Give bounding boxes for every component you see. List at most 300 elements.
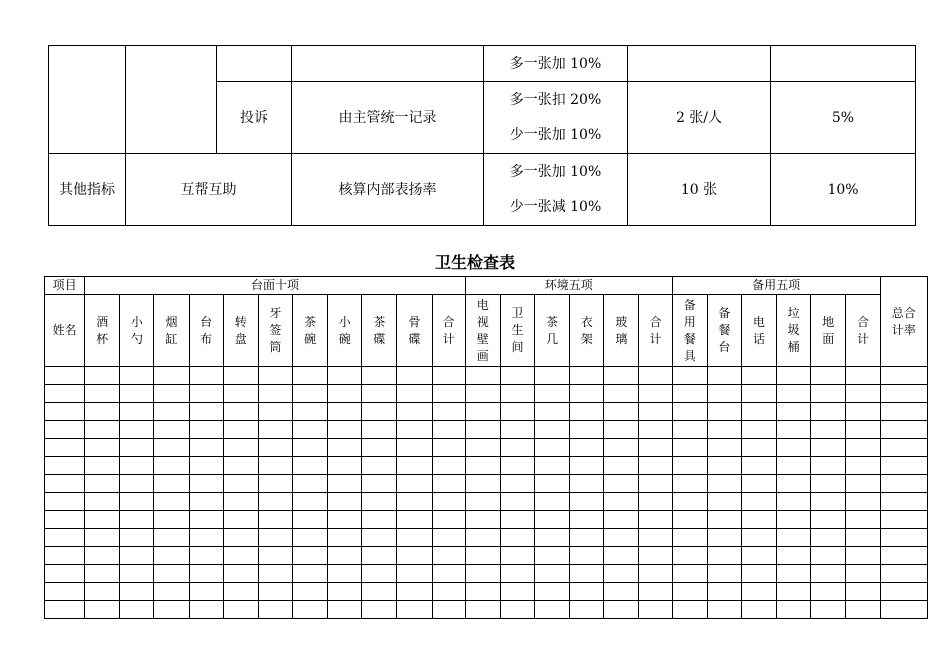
empty-cell	[126, 46, 217, 154]
empty-cell	[500, 547, 534, 565]
empty-cell	[707, 403, 741, 421]
empty-cell	[154, 475, 189, 493]
empty-cell	[85, 475, 120, 493]
empty-cell	[777, 601, 811, 619]
empty-cell	[604, 493, 639, 511]
empty-cell	[397, 547, 432, 565]
table-row	[45, 583, 928, 601]
empty-cell	[328, 511, 362, 529]
empty-cell	[120, 421, 154, 439]
empty-cell	[465, 367, 500, 385]
target-cell: 10 张	[628, 154, 771, 226]
empty-cell	[777, 493, 811, 511]
empty-cell	[500, 511, 534, 529]
empty-cell	[45, 601, 85, 619]
total-rate-label: 总合计率	[891, 305, 916, 337]
empty-cell	[535, 583, 570, 601]
empty-cell	[846, 583, 880, 601]
empty-cell	[880, 547, 927, 565]
empty-cell	[189, 439, 223, 457]
empty-cell	[846, 601, 880, 619]
empty-cell	[604, 547, 639, 565]
empty-cell	[604, 475, 639, 493]
empty-cell	[672, 511, 707, 529]
empty-cell	[741, 511, 776, 529]
empty-cell	[846, 565, 880, 583]
column-header	[397, 295, 432, 367]
empty-cell	[570, 583, 604, 601]
empty-cell	[465, 547, 500, 565]
empty-cell	[570, 565, 604, 583]
empty-cell	[293, 421, 328, 439]
empty-cell	[292, 46, 484, 82]
empty-cell	[880, 403, 927, 421]
empty-cell	[328, 493, 362, 511]
empty-cell	[154, 601, 189, 619]
empty-cell	[880, 565, 927, 583]
column-header	[189, 295, 223, 367]
empty-cell	[570, 475, 604, 493]
empty-cell	[500, 565, 534, 583]
empty-cell	[293, 601, 328, 619]
procedure-cell: 由主管统一记录	[292, 82, 484, 154]
empty-cell	[293, 403, 328, 421]
empty-cell	[397, 457, 432, 475]
empty-cell	[85, 511, 120, 529]
empty-cell	[362, 457, 397, 475]
empty-cell	[777, 457, 811, 475]
empty-cell	[293, 583, 328, 601]
empty-cell	[432, 439, 465, 457]
empty-cell	[639, 601, 672, 619]
empty-cell	[811, 529, 846, 547]
empty-cell	[880, 475, 927, 493]
empty-cell	[570, 529, 604, 547]
empty-cell	[811, 547, 846, 565]
empty-cell	[85, 529, 120, 547]
empty-cell	[154, 421, 189, 439]
empty-cell	[707, 421, 741, 439]
empty-cell	[672, 475, 707, 493]
target-cell: 2 张/人	[628, 82, 771, 154]
column-header	[223, 295, 258, 367]
empty-cell	[45, 493, 85, 511]
column-header-label: 台布	[200, 314, 213, 346]
empty-cell	[258, 493, 292, 511]
empty-cell	[500, 583, 534, 601]
empty-cell	[397, 439, 432, 457]
empty-cell	[639, 439, 672, 457]
table-row	[45, 511, 928, 529]
empty-cell	[672, 457, 707, 475]
empty-cell	[85, 493, 120, 511]
group-header: 台面十项	[85, 277, 466, 295]
column-header	[154, 295, 189, 367]
empty-cell	[639, 385, 672, 403]
empty-cell	[223, 547, 258, 565]
empty-cell	[500, 385, 534, 403]
empty-cell	[120, 583, 154, 601]
empty-cell	[432, 547, 465, 565]
empty-cell	[362, 493, 397, 511]
empty-cell	[293, 493, 328, 511]
empty-cell	[535, 367, 570, 385]
empty-cell	[639, 511, 672, 529]
empty-cell	[570, 511, 604, 529]
empty-cell	[535, 601, 570, 619]
empty-cell	[189, 583, 223, 601]
empty-cell	[777, 367, 811, 385]
column-header-label: 转盘	[234, 314, 247, 346]
column-header	[500, 295, 534, 367]
empty-cell	[293, 547, 328, 565]
empty-cell	[223, 475, 258, 493]
empty-cell	[362, 529, 397, 547]
empty-cell	[397, 601, 432, 619]
empty-cell	[223, 439, 258, 457]
empty-cell	[500, 475, 534, 493]
page-title: 卫生检查表	[434, 253, 515, 272]
empty-cell	[707, 385, 741, 403]
empty-cell	[293, 439, 328, 457]
empty-cell	[328, 385, 362, 403]
empty-cell	[154, 403, 189, 421]
empty-cell	[535, 511, 570, 529]
empty-cell	[432, 475, 465, 493]
column-header	[741, 295, 776, 367]
table-row	[45, 457, 928, 475]
empty-cell	[741, 601, 776, 619]
empty-cell	[189, 367, 223, 385]
empty-cell	[362, 475, 397, 493]
empty-cell	[465, 529, 500, 547]
empty-cell	[465, 583, 500, 601]
empty-cell	[604, 367, 639, 385]
empty-cell	[154, 583, 189, 601]
item-cell: 互帮互助	[126, 154, 292, 226]
empty-cell	[604, 439, 639, 457]
empty-cell	[672, 385, 707, 403]
column-header	[846, 295, 880, 367]
empty-cell	[535, 529, 570, 547]
empty-cell	[85, 565, 120, 583]
empty-cell	[535, 385, 570, 403]
column-header	[639, 295, 672, 367]
empty-cell	[120, 439, 154, 457]
empty-cell	[154, 511, 189, 529]
empty-cell	[707, 439, 741, 457]
empty-cell	[328, 583, 362, 601]
empty-cell	[672, 367, 707, 385]
empty-cell	[707, 529, 741, 547]
empty-cell	[672, 547, 707, 565]
empty-cell	[258, 547, 292, 565]
empty-cell	[397, 511, 432, 529]
empty-cell	[85, 583, 120, 601]
empty-cell	[846, 457, 880, 475]
column-header-label: 合计	[442, 314, 455, 346]
empty-cell	[777, 529, 811, 547]
column-header	[120, 295, 154, 367]
column-header-label: 茶几	[546, 314, 559, 346]
empty-cell	[397, 403, 432, 421]
table-row	[45, 601, 928, 619]
empty-cell	[500, 529, 534, 547]
empty-cell	[45, 367, 85, 385]
empty-cell	[880, 457, 927, 475]
empty-cell	[85, 439, 120, 457]
empty-cell	[397, 421, 432, 439]
empty-cell	[189, 493, 223, 511]
empty-cell	[362, 583, 397, 601]
empty-cell	[362, 403, 397, 421]
empty-cell	[639, 367, 672, 385]
empty-cell	[811, 385, 846, 403]
table-row	[45, 529, 928, 547]
empty-cell	[85, 385, 120, 403]
empty-cell	[811, 475, 846, 493]
empty-cell	[223, 493, 258, 511]
empty-cell	[672, 529, 707, 547]
empty-cell	[45, 511, 85, 529]
table-row	[49, 46, 916, 82]
empty-cell	[223, 367, 258, 385]
empty-cell	[777, 565, 811, 583]
column-header-label: 合计	[649, 314, 662, 346]
empty-cell	[45, 565, 85, 583]
empty-cell	[741, 439, 776, 457]
empty-cell	[189, 457, 223, 475]
empty-cell	[465, 601, 500, 619]
method-cell	[484, 154, 628, 226]
empty-cell	[45, 547, 85, 565]
column-header-label: 地面	[822, 314, 835, 346]
empty-cell	[741, 403, 776, 421]
empty-cell	[570, 457, 604, 475]
empty-cell	[189, 511, 223, 529]
column-header	[604, 295, 639, 367]
empty-cell	[570, 367, 604, 385]
empty-cell	[570, 385, 604, 403]
empty-cell	[465, 403, 500, 421]
empty-cell	[362, 511, 397, 529]
column-header-label: 牙签筒	[269, 306, 282, 354]
empty-cell	[85, 547, 120, 565]
empty-cell	[189, 385, 223, 403]
empty-cell	[604, 421, 639, 439]
empty-cell	[811, 601, 846, 619]
empty-cell	[223, 601, 258, 619]
method-line: 多一张扣 20%	[509, 91, 602, 108]
empty-cell	[639, 493, 672, 511]
method-cell: 多一张加 10%	[484, 46, 628, 82]
column-header	[570, 295, 604, 367]
empty-cell	[639, 565, 672, 583]
empty-cell	[258, 385, 292, 403]
empty-cell	[120, 493, 154, 511]
empty-cell	[45, 529, 85, 547]
column-header	[432, 295, 465, 367]
empty-cell	[672, 439, 707, 457]
column-header	[258, 295, 292, 367]
empty-cell	[777, 421, 811, 439]
empty-cell	[223, 583, 258, 601]
empty-cell	[432, 529, 465, 547]
empty-cell	[45, 457, 85, 475]
column-header-label: 垃圾桶	[787, 306, 800, 354]
empty-cell	[258, 583, 292, 601]
empty-cell	[397, 367, 432, 385]
empty-cell	[880, 421, 927, 439]
empty-cell	[154, 565, 189, 583]
empty-cell	[85, 403, 120, 421]
empty-cell	[777, 439, 811, 457]
empty-cell	[432, 511, 465, 529]
empty-cell	[362, 385, 397, 403]
column-header	[535, 295, 570, 367]
empty-cell	[328, 367, 362, 385]
empty-cell	[811, 457, 846, 475]
empty-cell	[45, 403, 85, 421]
empty-cell	[707, 565, 741, 583]
empty-cell	[120, 457, 154, 475]
empty-cell	[45, 583, 85, 601]
empty-cell	[293, 565, 328, 583]
empty-cell	[362, 601, 397, 619]
empty-cell	[535, 421, 570, 439]
empty-cell	[258, 367, 292, 385]
total-rate-header	[880, 277, 927, 367]
column-header-label: 电视壁画	[476, 297, 489, 363]
method-line: 少一张加 10%	[509, 127, 602, 144]
empty-cell	[189, 421, 223, 439]
empty-cell	[258, 601, 292, 619]
empty-cell	[328, 565, 362, 583]
empty-cell	[328, 547, 362, 565]
empty-cell	[570, 547, 604, 565]
empty-cell	[85, 601, 120, 619]
empty-cell	[258, 457, 292, 475]
empty-cell	[741, 475, 776, 493]
empty-cell	[741, 547, 776, 565]
empty-cell	[465, 475, 500, 493]
empty-cell	[741, 457, 776, 475]
column-header	[465, 295, 500, 367]
empty-cell	[432, 583, 465, 601]
empty-cell	[223, 385, 258, 403]
column-header-label: 合计	[856, 314, 869, 346]
empty-cell	[570, 493, 604, 511]
empty-cell	[465, 511, 500, 529]
column-header-label: 酒杯	[96, 314, 109, 346]
empty-cell	[432, 403, 465, 421]
empty-cell	[639, 583, 672, 601]
empty-cell	[846, 529, 880, 547]
table-row	[45, 439, 928, 457]
empty-cell	[465, 457, 500, 475]
empty-cell	[362, 439, 397, 457]
table-row	[45, 547, 928, 565]
weight-cell: 5%	[771, 82, 916, 154]
empty-cell	[880, 493, 927, 511]
empty-cell	[707, 367, 741, 385]
empty-cell	[465, 385, 500, 403]
empty-cell	[328, 439, 362, 457]
column-header	[811, 295, 846, 367]
column-header-label: 小勺	[130, 314, 143, 346]
empty-cell	[223, 529, 258, 547]
group-header-row	[45, 277, 928, 295]
empty-cell	[465, 421, 500, 439]
empty-cell	[535, 403, 570, 421]
table-row	[45, 475, 928, 493]
empty-cell	[189, 475, 223, 493]
empty-cell	[672, 583, 707, 601]
column-header	[707, 295, 741, 367]
empty-cell	[535, 493, 570, 511]
empty-cell	[777, 385, 811, 403]
empty-cell	[846, 493, 880, 511]
empty-cell	[154, 547, 189, 565]
column-header-label: 衣架	[580, 314, 593, 346]
empty-cell	[846, 367, 880, 385]
empty-cell	[811, 421, 846, 439]
empty-cell	[672, 421, 707, 439]
table-row	[45, 403, 928, 421]
empty-cell	[707, 547, 741, 565]
empty-cell	[432, 385, 465, 403]
empty-cell	[189, 403, 223, 421]
method-line: 多一张加 10%	[509, 163, 602, 180]
empty-cell	[258, 403, 292, 421]
column-header	[293, 295, 328, 367]
empty-cell	[432, 565, 465, 583]
empty-cell	[604, 601, 639, 619]
empty-cell	[707, 493, 741, 511]
empty-cell	[362, 421, 397, 439]
empty-cell	[120, 511, 154, 529]
empty-cell	[846, 547, 880, 565]
empty-cell	[570, 439, 604, 457]
empty-cell	[604, 583, 639, 601]
sanitation-check-table	[44, 276, 928, 619]
empty-cell	[45, 421, 85, 439]
empty-cell	[258, 421, 292, 439]
empty-cell	[846, 511, 880, 529]
empty-cell	[570, 601, 604, 619]
empty-cell	[535, 439, 570, 457]
empty-cell	[293, 457, 328, 475]
empty-cell	[741, 583, 776, 601]
empty-cell	[741, 529, 776, 547]
empty-cell	[432, 457, 465, 475]
empty-cell	[189, 565, 223, 583]
empty-cell	[217, 46, 292, 82]
name-label: 姓名	[45, 295, 85, 367]
empty-cell	[223, 403, 258, 421]
column-header-label: 备餐台	[718, 306, 731, 354]
empty-cell	[604, 565, 639, 583]
empty-cell	[362, 367, 397, 385]
empty-cell	[120, 601, 154, 619]
empty-cell	[189, 601, 223, 619]
empty-cell	[811, 583, 846, 601]
empty-cell	[189, 529, 223, 547]
weight-cell: 10%	[771, 154, 916, 226]
empty-cell	[639, 403, 672, 421]
empty-cell	[500, 367, 534, 385]
empty-cell	[362, 565, 397, 583]
